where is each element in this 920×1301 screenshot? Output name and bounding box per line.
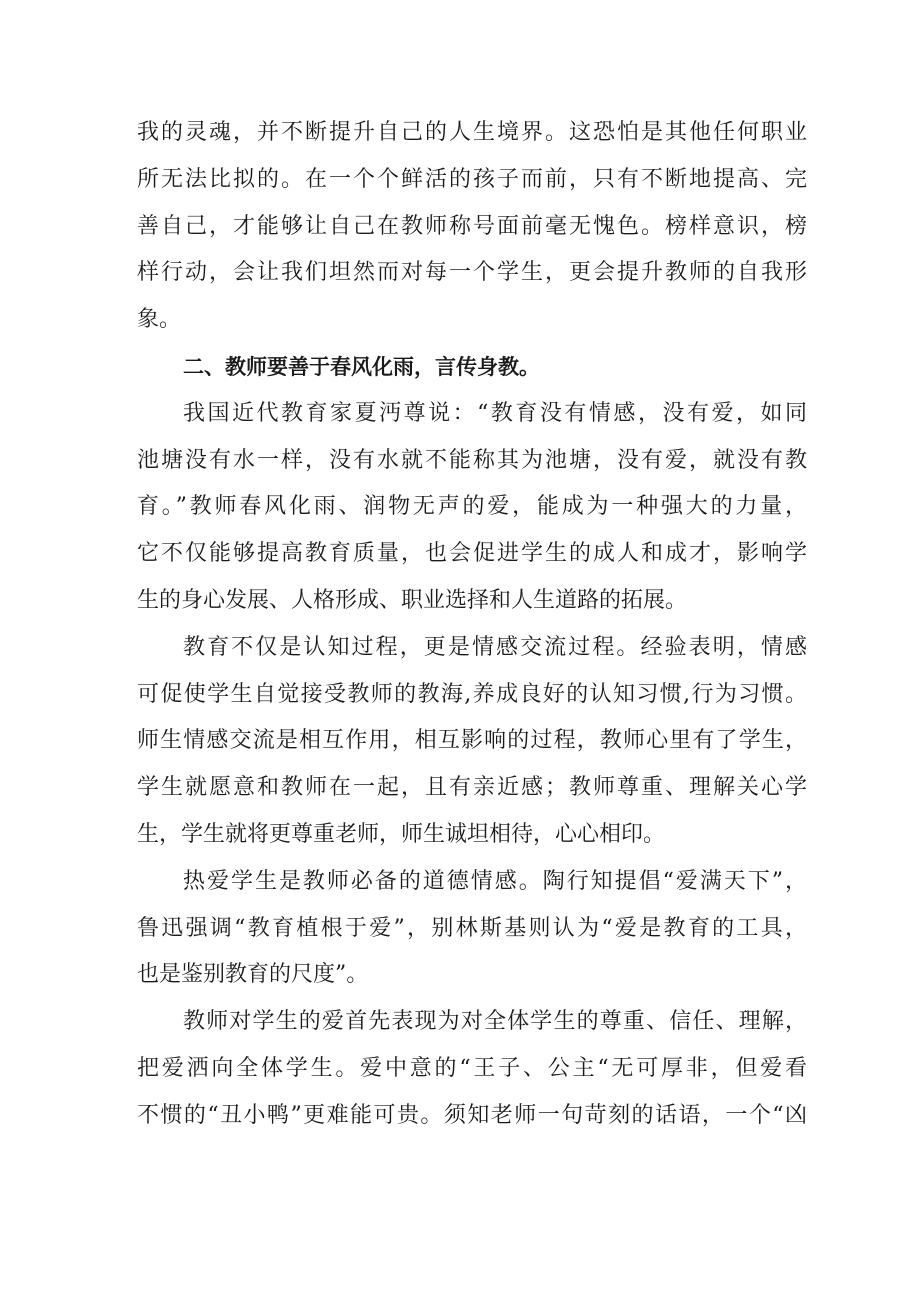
text-line: 师生情感交流是相互作用，相互影响的过程，教师心里有了学生，	[137, 728, 807, 754]
paragraph	[137, 625, 807, 859]
section-heading	[137, 344, 807, 391]
text-line: 生，学生就将更尊重老师，师生诚坦相待，心心相印。	[137, 821, 666, 847]
text-line: 教育不仅是认知过程，更是情感交流过程。经验表明，情感	[183, 634, 807, 660]
text-line: 我国近代教育家夏沔尊说：“教育没有情感，没有爱，如同	[183, 400, 807, 426]
text-line: 热爱学生是教师必备的道德情感。陶行知提倡“爱满天下”，	[183, 868, 807, 894]
text-line: 也是鉴别教育的尺度”。	[137, 962, 369, 988]
paragraph	[137, 391, 807, 625]
text-line: 它不仅能够提高教育质量，也会促进学生的成人和成才，影响学	[137, 541, 807, 567]
text-line: 把爱洒向全体学生。爱中意的“王子、公主“无可厚非，但爱看	[137, 1055, 807, 1081]
text-line: 不惯的“丑小鸭”更难能可贵。须知老师一句苛刻的话语，一个“凶	[137, 1102, 807, 1128]
paragraph-continuation	[137, 110, 807, 344]
text-line: 学生就愿意和教师在一起，且有亲近感；教师尊重、理解关心学	[137, 775, 807, 801]
text-line: 池塘没有水一样，没有水就不能称其为池塘，没有爱，就没有教	[137, 447, 807, 473]
text-line: 教师对学生的爱首先表现为对全体学生的尊重、信任、理解，	[183, 1009, 807, 1035]
text-line: 育。”教师春风化雨、润物无声的爱，能成为一种强大的力量，	[137, 494, 807, 520]
text-line: 象。	[137, 307, 182, 333]
paragraph	[137, 859, 807, 999]
text-line: 我的灵魂，并不断提升自己的人生境界。这恐怕是其他任何职业	[137, 120, 807, 145]
text-line: 可促使学生自觉接受教师的教海,养成良好的认知习惯,行为习惯。	[137, 681, 807, 707]
paragraph	[137, 999, 807, 1139]
text-line: 善自己，才能够让自己在教师称号面前毫无愧色。榜样意识，榜	[137, 213, 807, 239]
document-body	[137, 110, 807, 1140]
text-line: 生的身心发展、人格形成、职业选择和人生道路的拓展。	[137, 587, 688, 613]
text-line: 所无法比拟的。在一个个鲜活的孩子而前，只有不断地提高、完	[137, 166, 807, 192]
text-line: 鲁迅强调“教育植根于爱”，别林斯基则认为“爱是教育的工具，	[137, 915, 807, 941]
text-line: 样行动，会让我们坦然而对每一个学生，更会提升教师的自我形	[137, 260, 807, 286]
heading-text: 二、教师要善于春风化雨，言传身教。	[183, 354, 540, 379]
